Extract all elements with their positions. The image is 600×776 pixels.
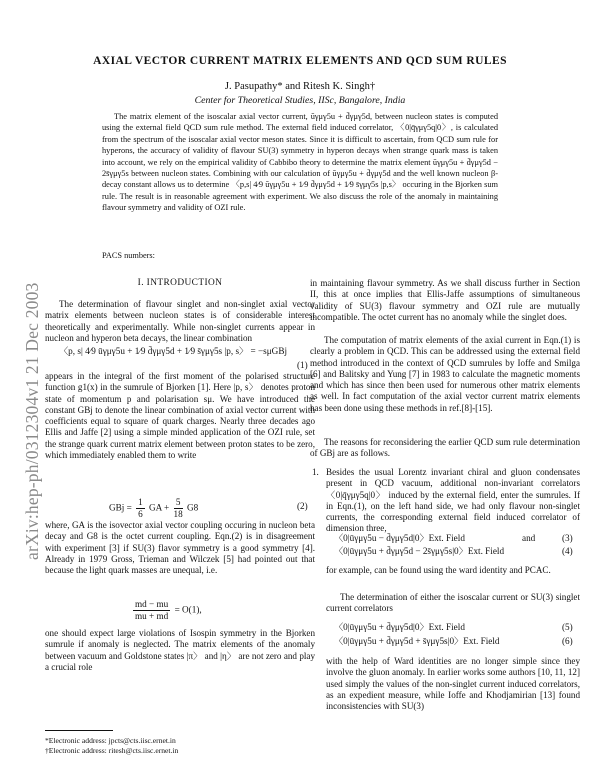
footnote-1: *Electronic address: jpcts@cts.iisc.ernet.in	[45, 736, 176, 745]
footnote-rule	[45, 730, 113, 731]
intro-paragraph-1: The determination of flavour singlet and non-singlet axial vector matrix elements between nucleon states is of considerable interest theoretically and experimentally. While non-singlet currents appear in nucleon and hyperon beta decays, the linear combination	[45, 299, 315, 343]
equation-6-number: (6)	[562, 636, 573, 646]
intro-paragraph-2: appears in the integral of the first moment of the polarised structure function g1(x) in the sumrule of Bjorken [1]. Here |p, s〉 denotes proton state of momentum p and polarisation sμ. We have introduced the constant GBj to denote the linear combination of axial vector current with coefficients equal to square of quark charges. Nearly three decades ago Ellis and Jaffe [2] using a simple minded application of the OZI rule, set the strange quark current matrix element between proton states to be zero, which immediately enabled them to write	[45, 371, 315, 461]
footnote-2: †Electronic address: ritesh@cts.iisc.ernet.in	[45, 746, 179, 755]
equation-3-and: and	[522, 533, 536, 543]
arxiv-identifier: arXiv:hep-ph/0312304v1 21 Dec 2003	[22, 282, 42, 560]
equation-2: GBj = $\frac{1}{6}$ GA + $\frac{5}{18}$ G8	[109, 497, 199, 519]
right-paragraph-3: The reasons for reconsidering the earlier QCD sum rule determination of GBj are as follows.	[310, 437, 580, 459]
equation-2-number: (2)	[297, 501, 308, 511]
equation-3: 〈0|ūγμγ5u − d̄γμγ5d|0〉Ext. Field	[334, 533, 465, 543]
authors: J. Pasupathy* and Ritesh K. Singh†	[224, 81, 376, 92]
right-paragraph-1: in maintaining flavour symmetry. As we shall discuss further in Section II, this at once implies that Ellis-Jaffe assumptions of simultaneous validity of SU(3) flavour symmetry and OZI rule are mutually incompatible. The octet current has no anomaly while the singlet does.	[310, 278, 580, 322]
list-item-1: Besides the usual Lorentz invariant chiral and gluon condensates present in QCD vacuum, additional non-invariant correlators 〈0|q̄γμγ5q|0〉 induced by the external field, enter the sumrules. If in Eqn.(1), on the left hand side, we had only flavour non-singlet currents, the corresponding external field induced correlator of dimension three,	[326, 467, 580, 534]
equation-5: 〈0|ūγμγ5u + d̄γμγ5d|0〉Ext. Field	[334, 622, 465, 632]
list-item-1-continued: for example, can be found using the ward identity and PCAC.	[326, 565, 551, 575]
intro-paragraph-3: where, GA is the isovector axial vector coupling occuring in nucleon beta decay and G8 is the octet current coupling. Eqn.(2) is in disagreement with experiment [3] if SU(3) flavor symmetry is a good symmetry [4]. Already in 1979 Gross, Trieman and Wilczek [5] had pointed out that because the light quark masses are unequal, i.e.	[45, 520, 315, 576]
paper-title: AXIAL VECTOR CURRENT MATRIX ELEMENTS AND QCD SUM RULES	[93, 55, 507, 67]
affiliation: Center for Theoretical Studies, IISc, Bangalore, India	[194, 95, 406, 106]
list-item-1-paragraph-2: The determination of either the isoscalar current or SU(3) singlet current correlators	[326, 592, 580, 614]
list-item-1-paragraph-3: with the help of Ward identities are no longer simple since they involve the gluon anomaly. In earlier works some authors [10, 11, 12] used simply the values of the non-singlet current induced correlators, as an expedient measure, while Ioffe and Khodjamirian [13] found inconsistencies with SU(3)	[326, 656, 580, 712]
abstract-text: The matrix element of the isoscalar axial vector current, ūγμγ5u + d̄γμγ5d, between nucleon states is computed using the external field QCD sum rule method. The external field induced correlator, 〈0|q̄γμγ5q|0〉, is calculated from the spectrum of the isoscalar axial vector meson states. Since it is difficult to ascertain, from QCD sum rule for hyperons, the accuracy of validity of flavour SU(3) symmetry in hyperon decays when strange quark mass is taken into account, we rely on the empirical validity of Cabbibo theory to determine the matrix element ūγμγ5u + d̄γμγ5d − 2s̄γμγ5s between nucleon states. Combining with our calculation of ūγμγ5u + d̄γμγ5d and the well known nucleon β-decay constant allows us to determine 〈p,s| 4⁄9 ūγμγ5u + 1⁄9 d̄γμγ5d + 1⁄9 s̄γμγ5s |p,s〉 occuring in the Bjorken sum rule. The result is in reasonable agreement with experiment. We also discuss the role of the anomaly in maintaining flavour symmetry and validity of OZI rule.	[102, 112, 498, 213]
equation-4: 〈0|ūγμγ5u + d̄γμγ5d − 2s̄γμγ5s|0〉Ext. Field	[334, 546, 505, 556]
list-number-1: 1.	[312, 467, 319, 477]
equation-mass-ratio: $\frac{md - mu}{mu + md}$ = O(1),	[135, 599, 202, 621]
pacs-numbers: PACS numbers:	[102, 251, 155, 260]
equation-3-number: (3)	[562, 533, 573, 543]
intro-paragraph-4: one should expect large violations of Isospin symmetry in the Bjorken sumrule if anomaly is neglected. The matrix elements of the anomaly between vacuum and Goldstone states |π〉 and |η〉 are not zero and play a crucial role	[45, 628, 315, 672]
section-heading: I. INTRODUCTION	[137, 278, 223, 288]
equation-6: 〈0|ūγμγ5u + d̄γμγ5d + s̄γμγ5s|0〉Ext. Field	[334, 636, 500, 646]
equation-1: 〈p, s| 4⁄9 ūγμγ5u + 1⁄9 d̄γμγ5d + 1⁄9 s̄γμγ5s |p, s〉 = −sμGBj	[59, 346, 287, 356]
equation-1-number: (1)	[297, 360, 308, 370]
equation-5-number: (5)	[562, 622, 573, 632]
right-paragraph-2: The computation of matrix elements of the axial current in Eqn.(1) is clearly a problem in QCD. This can be addressed using the external field method introduced in the context of QCD sumrules by Ioffe and Smilga [6] and Balitsky and Yung [7] in 1983 to calculate the magnetic moments and which has since then been used for numerous other matrix elements as well. In fact computation of the axial vector current matrix elements has been done using these methods in ref.[8]-[15].	[310, 335, 580, 413]
equation-4-number: (4)	[562, 546, 573, 556]
abstract	[102, 111, 498, 214]
